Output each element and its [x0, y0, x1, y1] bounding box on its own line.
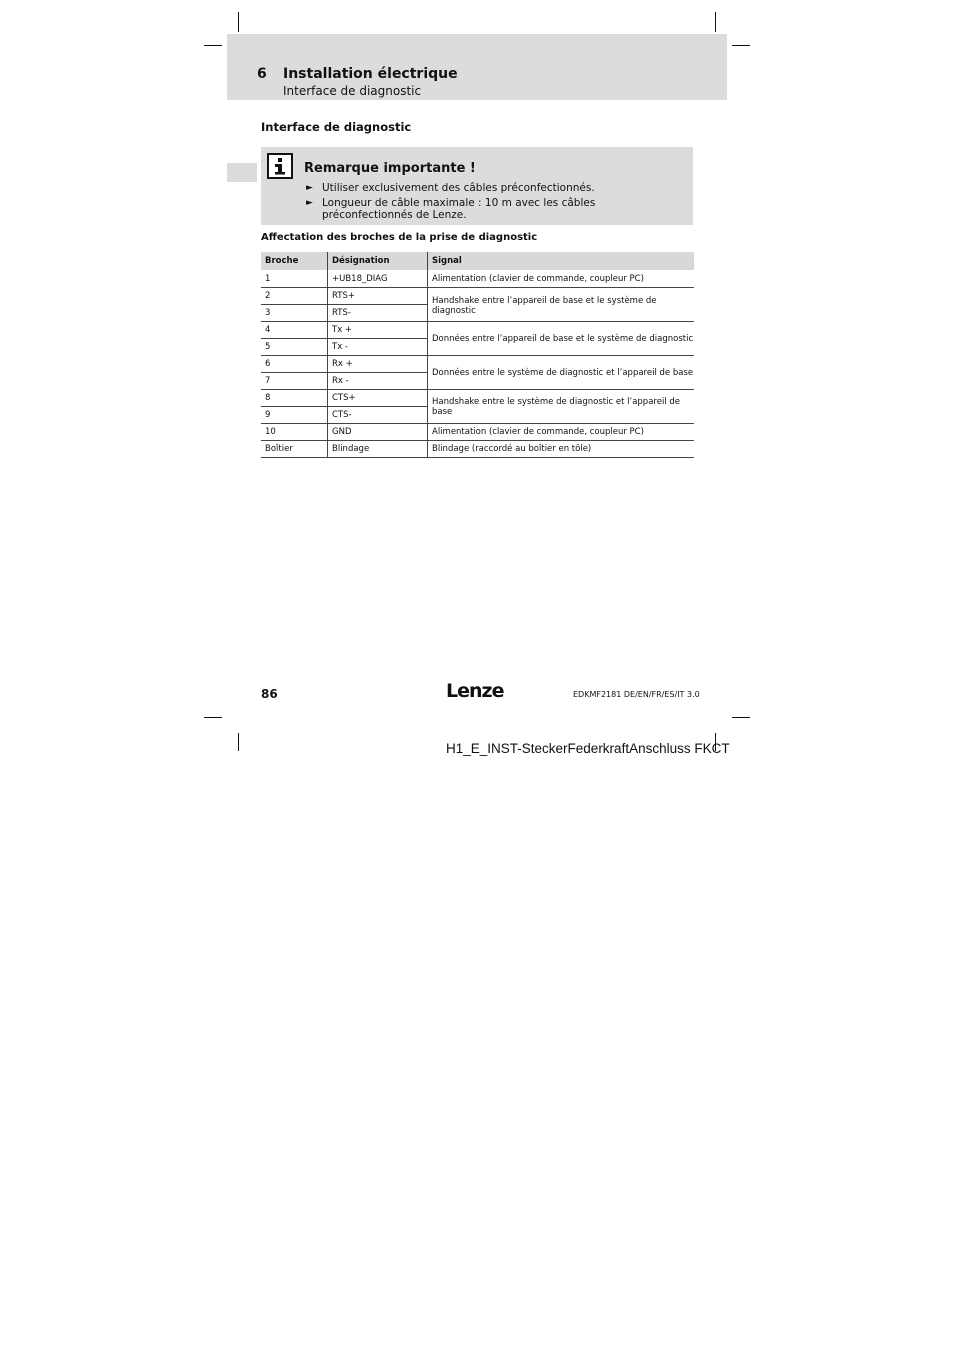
signal-cell: Handshake entre l’appareil de base et le système de diagnostic: [432, 296, 657, 316]
signal-cell: Alimentation (clavier de commande, coupleur PC): [432, 274, 644, 284]
row-divider: [261, 406, 427, 407]
table-header-cell: [428, 252, 694, 270]
side-tab-marker: [227, 163, 257, 182]
table-caption: Affectation des broches de la prise de diagnostic: [261, 232, 538, 243]
table-row: GND: [332, 427, 352, 437]
row-divider: [427, 287, 694, 288]
table-row: +UB18_DIAG: [332, 274, 388, 284]
table-row: 10: [265, 427, 276, 437]
table-row: Boîtier: [265, 444, 293, 454]
crop-mark: [238, 12, 239, 32]
table-header-signal: Signal: [432, 256, 462, 266]
table-row: 7: [265, 376, 271, 386]
row-divider: [261, 423, 427, 424]
table-row: Rx +: [332, 359, 353, 369]
crop-mark: [238, 733, 239, 751]
table-row: CTS-: [332, 410, 352, 420]
table-row: Rx -: [332, 376, 349, 386]
row-divider: [261, 355, 427, 356]
row-divider: [261, 338, 427, 339]
note-item-text: Longueur de câble maximale : 10 m avec les câbles préconfectionnés de Lenze.: [322, 197, 596, 221]
signal-cell: Données entre l’appareil de base et le système de diagnostic: [432, 334, 694, 344]
note-item-text: Utiliser exclusivement des câbles préconfectionnés.: [322, 182, 595, 194]
table-row: Blindage: [332, 444, 370, 454]
row-divider: [427, 321, 694, 322]
row-divider: [427, 389, 694, 390]
section-title: Interface de diagnostic: [261, 120, 412, 134]
table-row: 5: [265, 342, 271, 352]
row-divider: [427, 423, 694, 424]
table-header-designation: Désignation: [332, 256, 390, 266]
crop-mark: [732, 45, 750, 46]
row-divider: [261, 440, 427, 441]
crop-mark: [204, 717, 222, 718]
table-row: RTS-: [332, 308, 351, 318]
row-divider: [261, 304, 427, 305]
pin-assignment-table: [261, 252, 694, 458]
note-title: Remarque importante !: [304, 161, 476, 176]
crop-mark: [715, 12, 716, 32]
table-row: Tx -: [332, 342, 348, 352]
table-bottom-line: [261, 457, 694, 458]
table-row: 2: [265, 291, 271, 301]
chapter-number: 6: [257, 66, 267, 82]
table-row: 3: [265, 308, 271, 318]
row-divider: [261, 321, 427, 322]
row-divider: [261, 389, 427, 390]
table-row: 9: [265, 410, 271, 420]
row-divider: [261, 372, 427, 373]
table-row: RTS+: [332, 291, 355, 301]
table-row: 4: [265, 325, 271, 335]
signal-cell: Alimentation (clavier de commande, coupleur PC): [432, 427, 644, 437]
info-icon: [267, 153, 293, 179]
lenze-logo: Lenze: [446, 680, 504, 702]
chapter-title: Installation électrique: [283, 66, 458, 82]
signal-cell: Données entre le système de diagnostic et l’appareil de base: [432, 368, 694, 378]
crop-mark: [732, 717, 750, 718]
table-row: 6: [265, 359, 271, 369]
table-row: 1: [265, 274, 271, 284]
row-divider: [427, 440, 694, 441]
chapter-subtitle: Interface de diagnostic: [283, 84, 422, 98]
bullet-arrow-icon: ►: [306, 198, 313, 208]
table-row: Tx +: [332, 325, 353, 335]
bullet-arrow-icon: ►: [306, 183, 313, 193]
signal-cell: Handshake entre le système de diagnostic et l’appareil de base: [432, 397, 680, 417]
document-reference: EDKMF2181 DE/EN/FR/ES/IT 3.0: [573, 690, 700, 699]
table-header-broche: Broche: [265, 256, 299, 266]
table-row: 8: [265, 393, 271, 403]
file-label: H1_E_INST-SteckerFederkraftAnschluss FKCT: [446, 741, 730, 756]
row-divider: [427, 355, 694, 356]
page-number: 86: [261, 687, 278, 701]
row-divider: [261, 287, 427, 288]
table-row: CTS+: [332, 393, 356, 403]
signal-cell: Blindage (raccordé au boîtier en tôle): [432, 444, 592, 454]
crop-mark: [204, 45, 222, 46]
